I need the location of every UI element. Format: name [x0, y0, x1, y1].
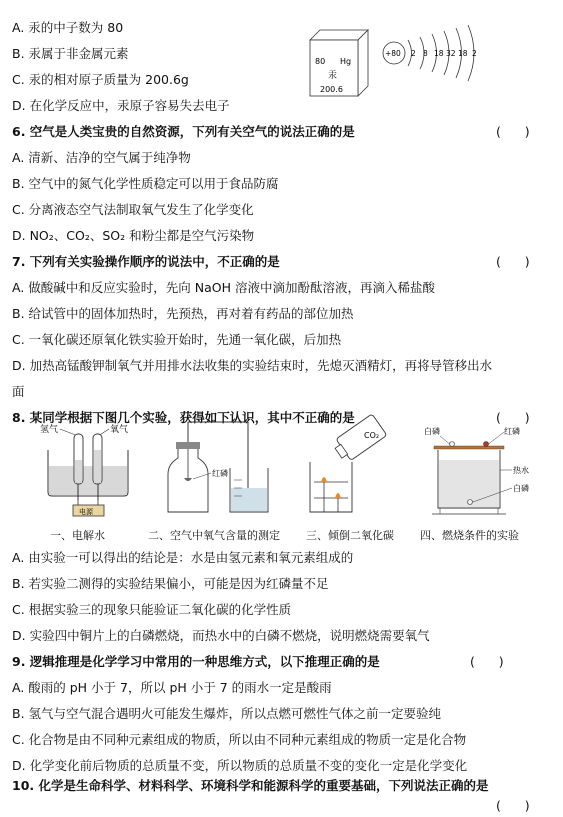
q8-option-c: C. 根据实验三的现象只能验证二氧化碳的化学性质: [12, 602, 292, 617]
q9-answer-paren[interactable]: ( ): [470, 654, 504, 669]
label-hydrogen: 氢气: [40, 425, 59, 435]
q9-option-d: D. 化学变化前后物质的总质量不变，所以物质的总质量不变的变化一定是化学变化: [12, 758, 468, 773]
q8-option-d: D. 实验四中铜片上的白磷燃烧，而热水中的白磷不燃烧，说明燃烧需要氧气: [12, 628, 430, 643]
nucleus-charge: +80: [385, 49, 401, 58]
q7-option-a: A. 做酸碱中和反应实验时，先向 NaOH 溶液中滴加酚酞溶液，再滴入稀盐酸: [12, 280, 435, 295]
caption-pour-co2: 三、倾倒二氧化碳: [306, 529, 394, 542]
q9-option-b: B. 氢气与空气混合遇明火可能发生爆炸，所以点燃可燃性气体之前一定要验纯: [12, 706, 442, 721]
shell-4-count: 32: [446, 49, 456, 58]
q6-option-a: A. 清新、洁净的空气属于纯净物: [12, 150, 191, 165]
label-white-phosphorus-plate: 白磷: [424, 427, 440, 436]
q9-stem: 9. 逻辑推理是化学学习中常用的一种思维方式，以下推理正确的是: [12, 654, 380, 669]
label-red-phosphorus: 红磷: [212, 469, 228, 478]
caption-electrolysis: 一、电解水: [50, 529, 105, 542]
caption-combustion: 四、燃烧条件的实验: [420, 529, 519, 542]
option-c: C. 汞的相对原子质量为 200.6g: [12, 72, 189, 87]
label-white-phosphorus-water: 白磷: [513, 484, 529, 493]
q9-option-a: A. 酸雨的 pH 小于 7，所以 pH 小于 7 的雨水一定是酸雨: [12, 680, 332, 695]
atomic-mass: 200.6: [320, 85, 343, 94]
label-red-phosphorus-plate: 红磷: [504, 427, 520, 436]
q6-option-d: D. NO₂、CO₂、SO₂ 和粉尘都是空气污染物: [12, 228, 255, 243]
element-symbol: Hg: [340, 57, 352, 66]
atomic-number: 80: [315, 57, 326, 66]
q6-option-b: B. 空气中的氮气化学性质稳定可以用于食品防腐: [12, 176, 279, 191]
option-a: A. 汞的中子数为 80: [12, 20, 124, 35]
option-d: D. 在化学反应中，汞原子容易失去电子: [12, 98, 230, 113]
q7-option-d-wrap: 面: [12, 384, 25, 399]
q8-option-b: B. 若实验二测得的实验结果偏小，可能是因为红磷量不足: [12, 576, 329, 591]
q6-stem: 6. 空气是人类宝贵的自然资源，下列有关空气的说法正确的是: [12, 124, 355, 139]
shell-6-count: 2: [472, 49, 477, 58]
shell-2-count: 8: [423, 49, 428, 58]
element-name: 汞: [328, 71, 338, 81]
q9-option-c: C. 化合物是由不同种元素组成的物质，所以由不同种元素组成的物质一定是化合物: [12, 732, 467, 747]
atom-structure-diagram: [380, 20, 490, 80]
option-b: B. 汞属于非金属元素: [12, 46, 129, 61]
shell-5-count: 18: [458, 49, 468, 58]
caption-oxygen-content: 二、空气中氧气含量的测定: [148, 529, 280, 542]
q7-option-c: C. 一氧化碳还原氧化铁实验开始时，先通一氧化碳，后加热: [12, 332, 342, 347]
element-card: [310, 30, 370, 100]
oxygen-content-apparatus: [160, 418, 280, 518]
q10-answer-paren[interactable]: ( ): [496, 798, 530, 813]
shell-3-count: 18: [434, 49, 444, 58]
shell-1-count: 2: [411, 49, 416, 58]
q6-answer-paren[interactable]: ( ): [496, 124, 530, 139]
q6-option-c: C. 分离液态空气法制取氧气发生了化学变化: [12, 202, 254, 217]
label-power-supply: 电源: [79, 508, 93, 516]
q7-stem: 7. 下列有关实验操作顺序的说法中，不正确的是: [12, 254, 280, 269]
q7-option-d: D. 加热高锰酸钾制氧气并用排水法收集的实验结束时，先熄灭酒精灯，再将导管移出水: [12, 358, 493, 373]
q7-answer-paren[interactable]: ( ): [496, 254, 530, 269]
pour-co2-apparatus: [304, 418, 390, 518]
q10-stem: 10. 化学是生命科学、材料科学、环境科学和能源科学的重要基础，下列说法正确的是: [12, 778, 489, 793]
label-hot-water: 热水: [513, 466, 529, 475]
combustion-conditions-apparatus: [420, 424, 540, 520]
q7-option-b: B. 给试管中的固体加热时，先预热，再对着有药品的部位加热: [12, 306, 354, 321]
label-oxygen: 氧气: [110, 425, 129, 435]
q8-answer-paren[interactable]: ( ): [496, 410, 530, 425]
q8-option-a: A. 由实验一可以得出的结论是：水是由氢元素和氧元素组成的: [12, 550, 354, 565]
label-co2: CO₂: [364, 431, 380, 440]
q8-stem: 8. 某同学根据下图几个实验，获得如下认识，其中不正确的是: [12, 410, 355, 425]
electrolysis-apparatus: [38, 422, 138, 520]
